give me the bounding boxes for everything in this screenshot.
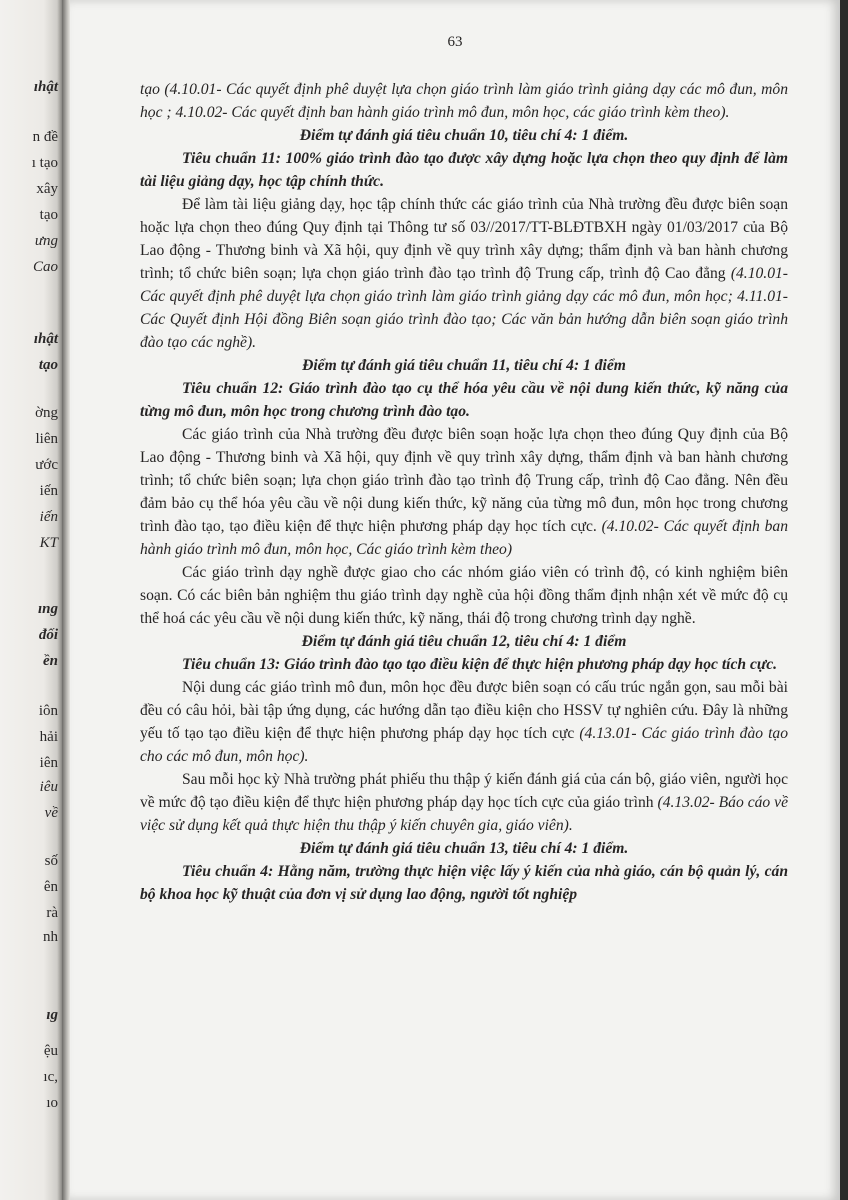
document-page [70,0,840,1200]
standard-12-body-1 [140,423,788,561]
left-page-fragment: tạo [38,357,58,373]
standard-13-body-1 [140,676,788,768]
left-page-fragment: ên [43,879,58,895]
left-page-fragment: ıhật [33,79,58,95]
standard-12-body-2: Các giáo trình dạy nghề được giao cho các nhóm giáo viên có trình độ, có kinh nghiệm biên soạn. Có các biên bản nghiệm thu giáo trình dạy nghề của hội đồng thẩm định nhận xét về mức độ cụ thể hoá các yêu cầu về nội dung kiến thức, kỹ năng, thái độ trong chương trình dạy nghề. [140,564,788,627]
left-page-fragment: ıng [37,601,58,617]
left-page-fragment: rà [46,905,58,921]
body-text: Để làm tài liệu giảng dạy, học tập chính thức các giáo trình của Nhà trường đều được biên soạn hoặc lựa chọn theo đúng Quy định tại Thông tư số 03//2017/TT-BLĐTBXH ngày 01/03/2017 của Bộ Lao động - Thương binh và Xã hội, quy định về quy trình xây dựng; thẩm định và ban hành chương trình; tổ chức biên soạn; lựa chọn giáo trình đào tạo trình độ Trung cấp, trình độ Cao đẳng [140,196,788,282]
standard-11-title: Tiêu chuẩn 11: 100% giáo trình đào tạo được xây dựng hoặc lựa chọn theo quy định để làm tài liệu giảng dạy, học tập chính thức. [140,150,788,190]
left-page-fragment: ı tạo [31,155,58,171]
body-text: Sau mỗi học kỳ Nhà trường phát phiếu thu thập ý kiến đánh giá của cán bộ, giáo viên, người học về mức độ tạo điều kiện để thực hiện phương pháp dạy học tích cực của giáo trình [140,771,788,811]
left-page-fragment: số [44,853,58,869]
left-page-fragment: ưng [34,233,58,249]
score-standard-12: Điểm tự đánh giá tiêu chuẩn 12, tiêu chí 4: 1 điểm [301,633,627,650]
page-content [140,78,788,906]
left-page-fragment: KT [39,535,58,551]
score-standard-13: Điểm tự đánh giá tiêu chuẩn 13, tiêu chí 4: 1 điểm. [299,840,629,857]
standard-13-title: Tiêu chuẩn 13: Giáo trình đào tạo tạo điều kiện để thực hiện phương pháp dạy học tích cực. [182,656,778,673]
evidence-reference: (4.13.01- Các giáo trình đào tạo cho các mô đun, môn học). [140,725,788,765]
left-page-fragment: ờng [35,405,58,421]
left-page-fragment: n đề [32,129,58,145]
body-text: Các giáo trình của Nhà trường đều được biên soạn hoặc lựa chọn theo đúng Quy định của Bộ Lao động - Thương binh và Xã hội, quy định về quy trình xây dựng, thẩm định và ban hành chương trình; tổ chức biên soạn; lựa chọn giáo trình đào tạo trình độ Trung cấp, trình độ Cao đẳng. Nên đều đảm bảo cụ thể hóa yêu cầu về nội dung kiến thức, kỹ năng của từng mô đun, môn học trong chương trình đào tạo, tạo điều kiện để thực hiện phương pháp dạy học tích cực. [140,426,788,535]
standard-13-body-2 [140,768,788,837]
left-page-fragment: ıo [46,1095,58,1111]
left-page-edge [0,0,62,1200]
paragraph-continuation [140,78,788,124]
left-page-fragment: ền [43,653,58,669]
left-page-fragment: ệu [43,1043,58,1059]
left-page-fragment: tạo [39,207,58,223]
evidence-reference: (4.13.02- Báo cáo về việc sử dụng kết quả thực hiện thu thập ý kiến chuyên gia, giáo viên). [140,794,788,834]
left-page-fragment: ıg [46,1007,58,1023]
standard-11-body [140,193,788,354]
page-number: 63 [447,34,463,50]
left-page-fragment: ıc, [43,1069,58,1085]
left-page-fragment: iến [39,483,58,499]
left-page-fragment: xây [36,181,58,197]
left-page-fragment: nh [43,929,58,945]
left-page-fragment: liên [35,431,58,447]
left-page-fragment: Cao [32,259,58,275]
left-page-fragment: iến [39,509,58,525]
left-page-fragment: ıhật [33,331,58,347]
right-page-edge [840,0,848,1200]
left-page-fragment: đối [38,627,58,643]
evidence-reference: (4.10.01- Các quyết định phê duyệt lựa chọn giáo trình làm giáo trình giảng dạy các mô đun, môn học; 4.11.01- Các Quyết định Hội đồng Biên soạn giáo trình đào tạo; Các văn bản hướng dẫn biên soạn giáo trình đào tạo các nghề). [140,265,788,351]
left-page-fragment: iêu [39,779,58,795]
book-spine [62,0,70,1200]
score-standard-11: Điểm tự đánh giá tiêu chuẩn 11, tiêu chí 4: 1 điểm [302,357,626,374]
left-page-fragment: ước [35,457,58,473]
left-page-fragment: hải [39,729,58,745]
left-page-fragment: iôn [38,703,58,719]
standard-4-title: Tiêu chuẩn 4: Hằng năm, trường thực hiện việc lấy ý kiến của nhà giáo, cán bộ quản lý, cán bộ khoa học kỹ thuật của đơn vị sử dụng lao động, người tốt nghiệp [140,863,788,903]
standard-12-title: Tiêu chuẩn 12: Giáo trình đào tạo cụ thể hóa yêu cầu về nội dung kiến thức, kỹ năng của từng mô đun, môn học trong chương trình đào tạo. [140,380,788,420]
body-text: Nội dung các giáo trình mô đun, môn học đều được biên soạn có cấu trúc ngắn gọn, sau mỗi bài đều có câu hỏi, bài tập ứng dụng, các hướng dẫn tạo điều kiện cho HSSV tự nghiên cứu. Đây là những yếu tố tạo tạo điều kiện để thực hiện phương pháp dạy học tích cực [140,679,788,742]
paragraph-text: tạo (4.10.01- Các quyết định phê duyệt lựa chọn giáo trình làm giáo trình giảng dạy các mô đun, môn học ; 4.10.02- Các quyết định ban hành giáo trình mô đun, môn học, các giáo trình kèm theo). [140,81,788,121]
evidence-reference: (4.10.02- Các quyết định ban hành giáo trình mô đun, môn học, Các giáo trình kèm theo) [140,518,788,558]
left-page-fragment: về [44,805,58,821]
score-standard-10: Điểm tự đánh giá tiêu chuẩn 10, tiêu chí 4: 1 điểm. [299,127,629,144]
left-page-fragment: iên [39,755,58,771]
